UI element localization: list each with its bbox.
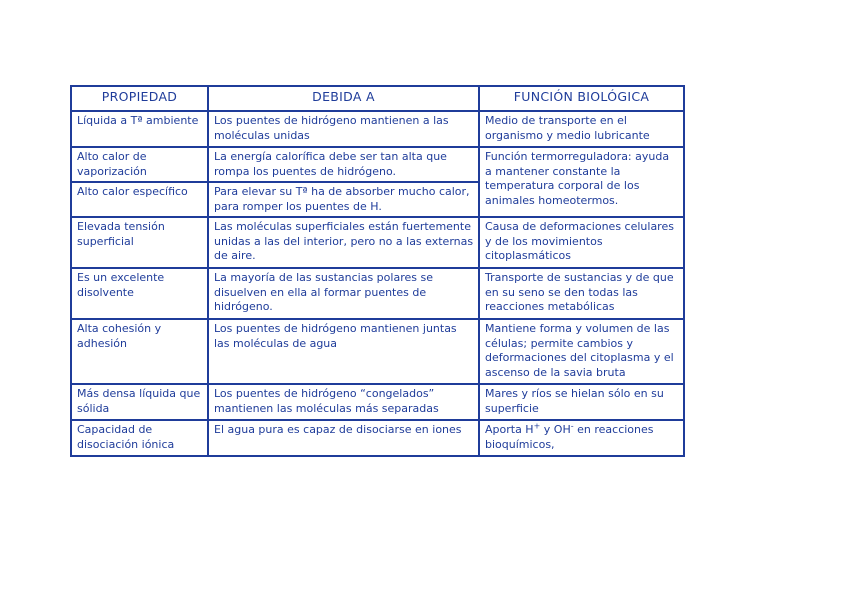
funcion-text-mid: y OH <box>543 423 571 436</box>
table-row <box>71 319 684 384</box>
funcion-text-post: en reacciones bioquímicos, <box>485 423 654 451</box>
header-propiedad: PROPIEDAD <box>71 86 208 111</box>
table-row <box>71 147 684 182</box>
cell-propiedad: Alta cohesión y adhesión <box>71 319 208 384</box>
water-properties-table <box>70 85 685 457</box>
table-row <box>71 111 684 147</box>
cell-debida-a: Los puentes de hidrógeno mantienen juntas las moléculas de agua <box>208 319 479 384</box>
header-funcion-biologica: FUNCIÓN BIOLÓGICA <box>479 86 684 111</box>
cell-debida-a: Los puentes de hidrógeno “congelados” mantienen las moléculas más separadas <box>208 384 479 420</box>
header-row <box>71 86 684 111</box>
funcion-text-pre: Aporta H <box>485 423 534 436</box>
cell-propiedad: Alto calor de vaporización <box>71 147 208 182</box>
cell-debida-a: Para elevar su Tª ha de absorber mucho calor, para romper los puentes de H. <box>208 182 479 217</box>
cell-propiedad: Más densa líquida que sólida <box>71 384 208 420</box>
cell-funcion: Función termorreguladora: ayuda a mantener constante la temperatura corporal de los animales homeotermos. <box>479 147 684 217</box>
cell-funcion: Transporte de sustancias y de que en su seno se den todas las reacciones metabólicas <box>479 268 684 319</box>
table-row <box>71 420 684 456</box>
hydrogen-ion-charge: + <box>533 421 541 431</box>
cell-propiedad: Es un excelente disolvente <box>71 268 208 319</box>
cell-debida-a: La energía calorífica debe ser tan alta que rompa los puentes de hidrógeno. <box>208 147 479 182</box>
header-debida-a: DEBIDA A <box>208 86 479 111</box>
cell-debida-a: La mayoría de las sustancias polares se disuelven en ella al formar puentes de hidrógeno. <box>208 268 479 319</box>
cell-propiedad: Alto calor específico <box>71 182 208 217</box>
table-row <box>71 217 684 268</box>
cell-debida-a: Los puentes de hidrógeno mantienen a las moléculas unidas <box>208 111 479 147</box>
cell-propiedad: Capacidad de disociación iónica <box>71 420 208 456</box>
hydroxide-ion-charge: - <box>570 421 574 431</box>
cell-debida-a: El agua pura es capaz de disociarse en iones <box>208 420 479 456</box>
cell-funcion: Causa de deformaciones celulares y de los movimientos citoplasmáticos <box>479 217 684 268</box>
cell-funcion <box>479 420 684 456</box>
table-row <box>71 268 684 319</box>
cell-propiedad: Elevada tensión superficial <box>71 217 208 268</box>
table-row <box>71 384 684 420</box>
cell-debida-a: Las moléculas superficiales están fuertemente unidas a las del interior, pero no a las externas de aire. <box>208 217 479 268</box>
cell-funcion: Mantiene forma y volumen de las células; permite cambios y deformaciones del citoplasma y el ascenso de la savia bruta <box>479 319 684 384</box>
cell-funcion: Mares y ríos se hielan sólo en su superficie <box>479 384 684 420</box>
cell-funcion: Medio de transporte en el organismo y medio lubricante <box>479 111 684 147</box>
cell-propiedad: Líquida a Tª ambiente <box>71 111 208 147</box>
